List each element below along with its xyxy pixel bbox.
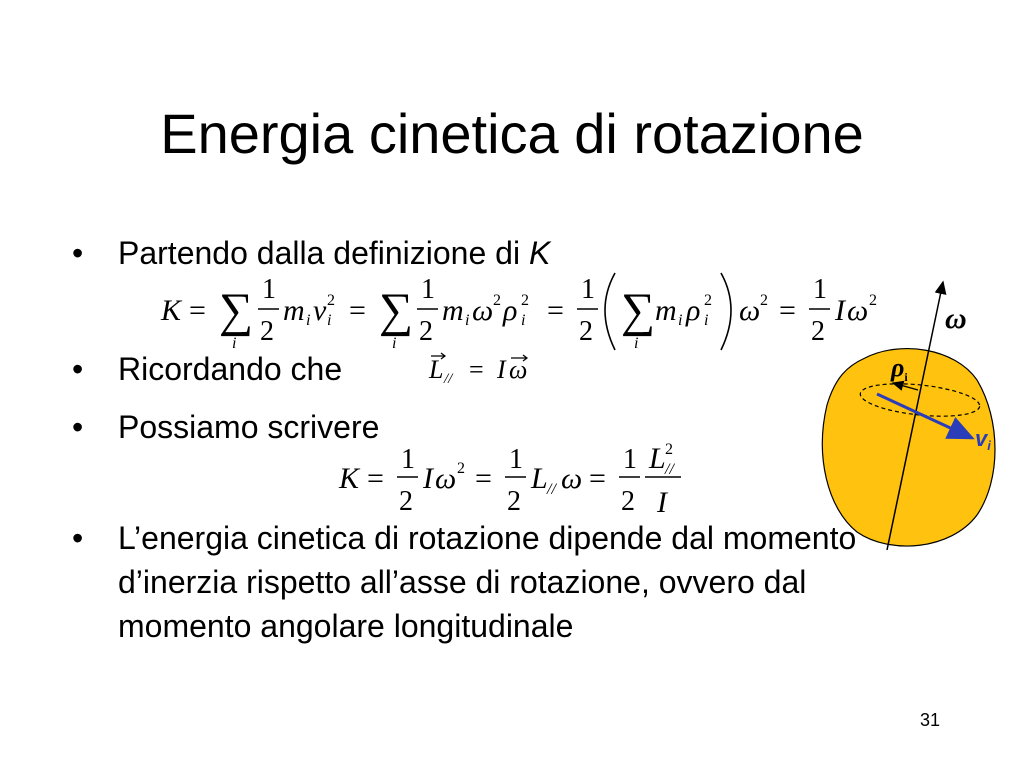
rotating-body-diagram — [805, 270, 1005, 560]
svg-text:2: 2 — [579, 316, 593, 347]
svg-text:L: L — [429, 355, 444, 384]
svg-text:=: = — [779, 294, 796, 327]
equation-kinetic-energy-sum — [155, 268, 895, 358]
svg-text:=: = — [349, 294, 366, 327]
svg-text:ω: ω — [509, 355, 528, 384]
svg-text:=: = — [475, 462, 492, 495]
svg-text:m: m — [442, 294, 464, 327]
svg-text:i: i — [521, 312, 526, 329]
equation-angular-momentum — [425, 348, 555, 388]
bullet-dot: • — [72, 409, 84, 445]
svg-text:I: I — [497, 355, 506, 384]
svg-text:ω: ω — [561, 462, 583, 495]
svg-text:∑: ∑ — [219, 284, 254, 337]
svg-text:2: 2 — [419, 316, 433, 347]
svg-text:I: I — [657, 486, 667, 519]
bullet-dot: • — [72, 235, 84, 271]
bullet-2-text: Ricordando che — [118, 351, 343, 387]
svg-text:K: K — [339, 462, 360, 495]
equation-kinetic-energy-L — [335, 436, 725, 526]
svg-text:i: i — [232, 335, 237, 352]
bullet-dot: • — [72, 520, 84, 556]
omega-label: ω — [945, 302, 967, 335]
svg-text:=: = — [547, 294, 564, 327]
svg-text:=: = — [367, 462, 384, 495]
svg-text:1: 1 — [581, 274, 595, 305]
svg-text:K: K — [161, 294, 182, 327]
bullet-dot: • — [72, 351, 84, 387]
svg-text:2: 2 — [869, 292, 877, 309]
bullet-1-text: Partendo dalla definizione di — [118, 235, 529, 271]
svg-text:ρ: ρ — [686, 294, 701, 327]
svg-text://: // — [547, 481, 556, 498]
svg-text:ω: ω — [472, 294, 494, 327]
bullet-4 — [72, 516, 872, 648]
svg-text:1: 1 — [813, 274, 827, 305]
svg-text:L: L — [531, 462, 548, 495]
svg-text:2: 2 — [327, 292, 335, 309]
svg-text:I: I — [835, 294, 845, 327]
svg-text:1: 1 — [421, 274, 435, 305]
svg-text:2: 2 — [507, 486, 521, 517]
svg-text:m: m — [283, 294, 305, 327]
svg-text:i: i — [392, 335, 397, 352]
bullet-1-emphasis: K — [528, 235, 551, 271]
svg-text:2: 2 — [521, 292, 529, 309]
svg-text:2: 2 — [399, 486, 413, 517]
slide-title: Energia cinetica di rotazione — [160, 102, 864, 165]
svg-text:L: L — [649, 442, 666, 475]
svg-text:i: i — [327, 312, 332, 329]
svg-text:∑: ∑ — [379, 284, 414, 337]
svg-text:m: m — [655, 294, 677, 327]
svg-text://: // — [665, 461, 674, 478]
svg-text:v: v — [313, 294, 327, 327]
svg-text:2: 2 — [493, 292, 501, 309]
svg-text:2: 2 — [811, 316, 825, 347]
svg-text:1: 1 — [262, 274, 276, 305]
bullet-3-text: Possiamo scrivere — [118, 409, 380, 445]
svg-text:i: i — [634, 335, 639, 352]
svg-text:=: = — [469, 355, 484, 384]
svg-text:i: i — [704, 312, 709, 329]
svg-text:1: 1 — [509, 444, 523, 475]
svg-text:∑: ∑ — [621, 284, 656, 337]
svg-text:i: i — [465, 312, 470, 329]
svg-text:2: 2 — [457, 460, 465, 477]
page-number: 31 — [919, 710, 940, 730]
bullet-4-text: L’energia cinetica di rotazione dipende dal momento d’inerzia rispetto all’asse di rotazione, ovvero dal momento angolare longitudinale — [118, 520, 857, 644]
svg-text:1: 1 — [401, 444, 415, 475]
svg-text:ω: ω — [739, 294, 761, 327]
svg-text:2: 2 — [665, 441, 673, 458]
svg-text:=: = — [589, 462, 606, 495]
svg-text:i: i — [678, 312, 683, 329]
svg-text:2: 2 — [760, 292, 768, 309]
svg-text:I: I — [423, 462, 433, 495]
svg-text:2: 2 — [704, 292, 712, 309]
svg-text:2: 2 — [260, 316, 274, 347]
svg-text:2: 2 — [621, 486, 635, 517]
svg-text:ω: ω — [847, 294, 869, 327]
svg-text:ω: ω — [435, 462, 457, 495]
svg-text:ρ: ρ — [503, 294, 518, 327]
svg-text:i: i — [306, 312, 311, 329]
velocity-label: $v_i$ — [975, 426, 991, 453]
svg-text://: // — [444, 371, 453, 387]
rho-label: $\rho_i$ — [891, 353, 908, 384]
svg-text:=: = — [189, 294, 206, 327]
svg-text:1: 1 — [623, 444, 637, 475]
